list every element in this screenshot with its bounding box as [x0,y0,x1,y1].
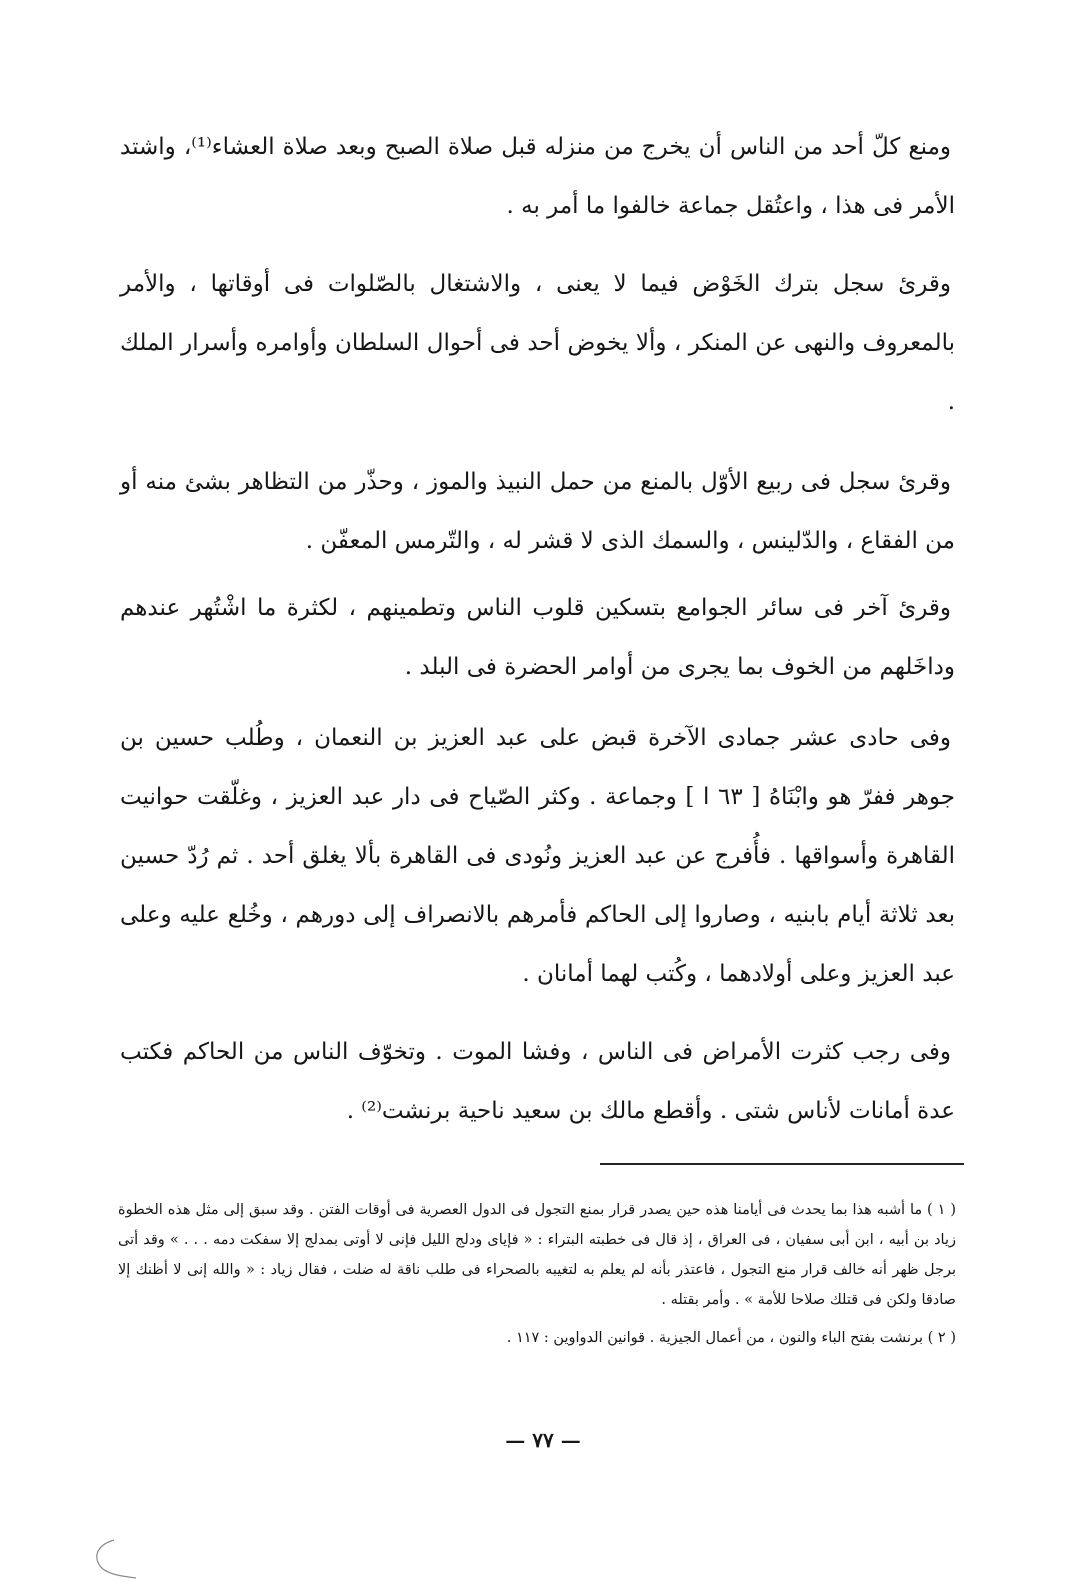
paragraph-curfew: ومنع كلّ أحد من الناس أن يخرج من منزله قبل صلاة الصبح وبعد صلاة العشاء⁽¹⁾، واشتد الأمر فى هذا ، واعتُقل جماعة خالفوا ما أمر به . [120,134,955,219]
footnotes [118,1195,956,1361]
paragraph-decree-mosques: وقرئ آخر فى سائر الجوامع بتسكين قلوب الناس وتطمينهم ، لكثرة ما اشْتُهر عندهم وداخَلهم من الخوف بما يجرى من أوامر الحضرة فى البلد . [120,595,955,680]
page-number: — ٧٧ — [505,1428,581,1452]
paragraph-jumada-arrest: وفى حادى عشر جمادى الآخرة قبض على عبد العزيز بن النعمان ، وطُلب حسين بن جوهر ففرّ هو وابْنَاهُ [ ٦٣ ا ] وجماعة . وكثر الصّياح فى دار عبد العزيز ، وغلّقت حوانيت القاهرة وأسواقها . فأُفرج عن عبد العزيز ونُودى فى القاهرة بألا يغلق أحد . ثم رُدّ حسين بعد ثلاثة أيام بابنيه ، وصاروا إلى الحاكم فأمرهم بالانصراف إلى دورهم ، وخُلع عليه وعلى عبد العزيز وعلى أولادهما ، وكُتب لهما أمانان . [120,725,956,987]
footnote-1: ( ١ ) ما أشبه هذا بما يحدث فى أيامنا هذه حين يصدر قرار بمنع التجول فى الدول العصرية فى أوقات الفتن . وقد سبق إلى مثل هذه الخطوة زياد بن أبيه ، ابن أبى سفيان ، فى العراق ، إذ قال فى خطبته البتراء : « فإياى ودلج الليل فإنى لا أوتى بمدلج إلا سفكت دمه . . . » وقد أتى برجل ظهر أنه خالف قرار منع التجول ، فاعتذر بأنه لم يعلم به لتغيبه بالصحراء فى طلب ناقة له ضلت ، فقال زياد : « والله إنى لا أظنك إلا صادقا ولكن فى قتلك صلاحا للأمة » . وأمر بقتله . [118,1202,956,1308]
paragraph-decree-rabi: وقرئ سجل فى ربيع الأوّل بالمنع من حمل النبيذ والموز ، وحذّر من التظاهر بشئ منه أو من الفقاع ، والدّلينس ، والسمك الذى لا قشر له ، والتّرمس المعفّن . [120,469,955,554]
footnote-separator [600,1163,964,1165]
paragraph-rajab-disease: وفى رجب كثرت الأمراض فى الناس ، وفشا الموت . وتخوّف الناس من الحاكم فكتب عدة أمانات لأناس شتى . وأقطع مالك بن سعيد ناحية برنشت⁽²⁾ . [120,1039,955,1124]
scan-artifact-mark [86,1532,146,1582]
main-text [120,118,955,1162]
footnote-2: ( ٢ ) برنشت بفتح الباء والنون ، من أعمال الجيزية . قوانين الدواوين : ١١٧ . [506,1330,956,1346]
paragraph-decree-conduct: وقرئ سجل بترك الخَوْض فيما لا يعنى ، والاشتغال بالصّلوات فى أوقاتها ، والأمر بالمعروف والنهى عن المنكر ، وألا يخوض أحد فى أحوال السلطان وأوامره وأسرار الملك . [120,271,955,415]
